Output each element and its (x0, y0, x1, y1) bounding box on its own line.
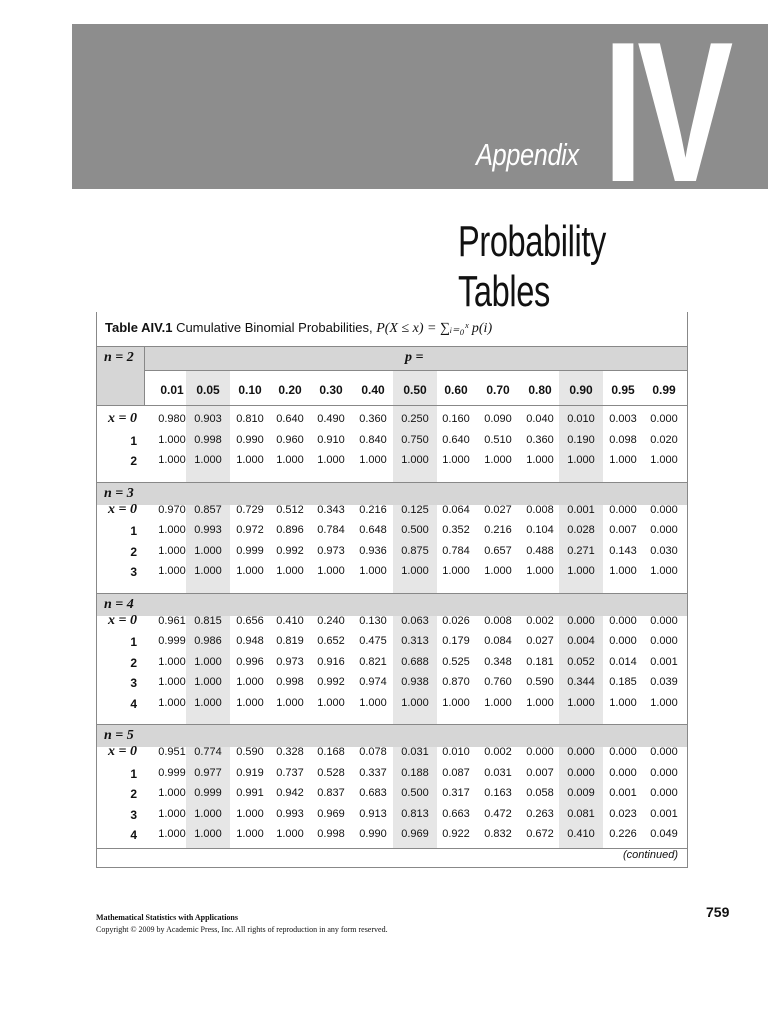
table-cell: 0.188 (401, 766, 429, 779)
table-caption-id: Table AIV.1 (105, 320, 173, 335)
table-cell: 0.991 (236, 787, 264, 799)
footer-book-title: Mathematical Statistics with Applications (96, 913, 238, 922)
table-cell: 0.263 (526, 807, 554, 820)
header-p-value: 0.01 (160, 383, 184, 397)
table-cell: 0.027 (526, 635, 554, 647)
table-cell: 0.640 (276, 413, 304, 425)
header-p-label: p = (405, 350, 424, 365)
table-cell: 0.973 (317, 544, 345, 557)
table-cell: 1.000 (236, 807, 264, 820)
table-cell: 0.810 (236, 413, 264, 425)
table-cell: 0.488 (526, 544, 554, 557)
row-x-label: x = 0 (108, 744, 137, 759)
table-cell: 0.974 (359, 676, 387, 688)
row-x-label: 2 (130, 787, 137, 801)
table-cell: 0.058 (526, 787, 554, 799)
row-x-label: 2 (130, 544, 137, 559)
table-cell: 0.000 (609, 614, 637, 627)
block-n-label: n = 4 (104, 596, 134, 612)
table-cell: 0.001 (650, 655, 678, 668)
table-cell: 0.160 (442, 413, 470, 425)
table-cell: 1.000 (158, 454, 186, 466)
table-cell: 0.240 (317, 614, 345, 627)
table-cell: 0.328 (276, 746, 304, 758)
table-cell: 1.000 (484, 454, 512, 466)
header-p-value: 0.20 (278, 383, 302, 397)
table-cell: 0.317 (442, 787, 470, 799)
table-cell: 0.049 (650, 828, 678, 840)
table-cell: 1.000 (236, 828, 264, 840)
table-cell: 1.000 (484, 696, 512, 709)
page-number: 759 (706, 904, 730, 920)
table-cell: 0.000 (650, 503, 678, 516)
row-x-label: x = 0 (108, 612, 137, 628)
table-cell: 0.000 (567, 614, 595, 627)
block-n-label: n = 3 (104, 485, 134, 501)
row-x-label: 3 (130, 565, 137, 579)
table-cell: 0.090 (484, 413, 512, 425)
table-cell: 0.977 (194, 766, 222, 779)
table-cell: 0.500 (401, 787, 429, 799)
table-cell: 0.001 (567, 503, 595, 516)
table-cell: 1.000 (158, 655, 186, 668)
table-cell: 1.000 (650, 696, 678, 709)
table-cell: 0.960 (276, 433, 304, 446)
table-cell: 0.815 (194, 614, 222, 627)
table-cell: 0.002 (484, 746, 512, 758)
table-cell: 0.510 (484, 433, 512, 446)
table-cell: 0.026 (442, 614, 470, 627)
table-cell: 0.992 (317, 676, 345, 688)
table-cell: 0.000 (609, 635, 637, 647)
table-cell: 0.360 (526, 433, 554, 446)
table-cell: 0.813 (401, 807, 429, 820)
header-p-value: 0.99 (652, 383, 676, 397)
table-cell: 0.023 (609, 807, 637, 820)
table-cell: 0.993 (276, 807, 304, 820)
table-cell: 0.648 (359, 524, 387, 536)
table-cell: 1.000 (484, 565, 512, 577)
block-n-label: n = 5 (104, 728, 134, 743)
table-cell: 0.760 (484, 676, 512, 688)
table-cell: 0.143 (609, 544, 637, 557)
table-cell: 1.000 (359, 454, 387, 466)
table-header-top (97, 346, 687, 371)
table-cell: 0.652 (317, 635, 345, 647)
table-cell: 0.000 (650, 787, 678, 799)
table-cell: 0.000 (650, 614, 678, 627)
table-cell: 0.993 (194, 524, 222, 536)
table-cell: 1.000 (158, 696, 186, 709)
table-cell: 0.528 (317, 766, 345, 779)
table-cell: 0.000 (650, 635, 678, 647)
table-cell: 0.973 (276, 655, 304, 668)
table-cell: 0.004 (567, 635, 595, 647)
table-cell: 0.028 (567, 524, 595, 536)
table-cell: 0.938 (401, 676, 429, 688)
table-cell: 1.000 (194, 807, 222, 820)
table-cell: 0.657 (484, 544, 512, 557)
table-cell: 1.000 (317, 454, 345, 466)
table-caption (105, 320, 492, 337)
table-cell: 1.000 (158, 433, 186, 446)
table-cell: 0.819 (276, 635, 304, 647)
table-cell: 1.000 (317, 696, 345, 709)
table-cell: 0.002 (526, 614, 554, 627)
table-cell: 1.000 (442, 454, 470, 466)
table-cell: 1.000 (567, 454, 595, 466)
table-cell: 0.750 (401, 433, 429, 446)
table-cell: 1.000 (359, 565, 387, 577)
table-cell: 1.000 (650, 565, 678, 577)
table-cell: 0.990 (359, 828, 387, 840)
table-cell: 0.063 (401, 614, 429, 627)
table-cell: 0.250 (401, 413, 429, 425)
block-header (97, 482, 687, 505)
table-cell: 1.000 (442, 696, 470, 709)
block-header (97, 593, 687, 616)
row-x-label: 3 (130, 676, 137, 690)
table-caption-formula: P(X ≤ x) = ∑ᵢ₌₀ˣ p(i) (376, 321, 493, 336)
row-x-label: 2 (130, 454, 137, 468)
table-cell: 0.337 (359, 766, 387, 779)
table-cell: 0.969 (401, 828, 429, 840)
table-cell: 0.348 (484, 655, 512, 668)
table-cell: 0.030 (650, 544, 678, 557)
table-cell: 1.000 (401, 454, 429, 466)
row-x-label: 1 (130, 524, 137, 538)
row-x-label: 2 (130, 655, 137, 670)
table-cell: 1.000 (401, 565, 429, 577)
table-cell: 0.031 (484, 766, 512, 779)
table-cell: 1.000 (158, 676, 186, 688)
table-cell: 0.352 (442, 524, 470, 536)
header-divider (144, 347, 145, 370)
table-cell: 0.821 (359, 655, 387, 668)
table-cell: 0.020 (650, 433, 678, 446)
table-cell: 0.216 (484, 524, 512, 536)
header-p-value: 0.30 (319, 383, 343, 397)
table-cell: 0.078 (359, 746, 387, 758)
table-cell: 0.000 (650, 746, 678, 758)
table-caption-text: Cumulative Binomial Probabilities, (176, 320, 373, 335)
table-cell: 0.410 (276, 614, 304, 627)
table-cell: 1.000 (158, 544, 186, 557)
table-cell: 0.999 (158, 766, 186, 779)
table-cell: 0.672 (526, 828, 554, 840)
table-cell: 1.000 (567, 696, 595, 709)
table-cell: 0.990 (236, 433, 264, 446)
table-cell: 0.216 (359, 503, 387, 516)
footer-copyright: Copyright © 2009 by Academic Press, Inc. All rights of reproduction in any form reserved. (96, 925, 388, 934)
table-cell: 0.998 (317, 828, 345, 840)
table-cell: 0.181 (526, 655, 554, 668)
table-cell: 1.000 (158, 828, 186, 840)
table-cell: 0.163 (484, 787, 512, 799)
table-cell: 1.000 (158, 807, 186, 820)
table-cell: 0.969 (317, 807, 345, 820)
table-cell: 0.087 (442, 766, 470, 779)
table-cell: 0.999 (194, 787, 222, 799)
table-cell: 1.000 (158, 565, 186, 577)
table-cell: 0.000 (567, 746, 595, 758)
table-cell: 1.000 (526, 696, 554, 709)
table-cell: 1.000 (194, 544, 222, 557)
table-cell: 0.998 (276, 676, 304, 688)
table-cell: 1.000 (609, 696, 637, 709)
table-cell: 0.683 (359, 787, 387, 799)
table-cell: 0.081 (567, 807, 595, 820)
table-cell: 1.000 (194, 454, 222, 466)
table-cell: 1.000 (567, 565, 595, 577)
table-cell: 1.000 (359, 696, 387, 709)
header-n-label: n = 2 (104, 350, 134, 365)
table-bottom-rule (97, 848, 687, 849)
table-cell: 0.001 (609, 787, 637, 799)
table-cell: 0.857 (194, 503, 222, 516)
row-x-label: 1 (130, 766, 137, 781)
header-divider (144, 370, 145, 405)
table-cell: 1.000 (276, 454, 304, 466)
table-cell: 0.007 (609, 524, 637, 536)
row-x-label: x = 0 (108, 411, 137, 426)
table-cell: 0.896 (276, 524, 304, 536)
table-cell: 0.000 (609, 766, 637, 779)
table-cell: 0.104 (526, 524, 554, 536)
header-p-value: 0.70 (486, 383, 510, 397)
row-x-label: x = 0 (108, 501, 137, 517)
table-cell: 0.130 (359, 614, 387, 627)
row-x-label: 4 (130, 696, 137, 711)
table-cell: 1.000 (158, 524, 186, 536)
table-cell: 0.948 (236, 635, 264, 647)
row-x-label: 1 (130, 433, 137, 448)
header-stub (97, 370, 144, 405)
header-p-value: 0.95 (611, 383, 635, 397)
table-cell: 0.344 (567, 676, 595, 688)
table-cell: 1.000 (526, 565, 554, 577)
table-cell: 0.688 (401, 655, 429, 668)
header-p-value: 0.80 (528, 383, 552, 397)
table-cell: 1.000 (158, 787, 186, 799)
table-cell: 0.512 (276, 503, 304, 516)
row-x-label: 4 (130, 828, 137, 842)
table-cell: 0.040 (526, 413, 554, 425)
table-cell: 0.590 (236, 746, 264, 758)
table-cell: 0.052 (567, 655, 595, 668)
row-x-label: 3 (130, 807, 137, 822)
table-cell: 1.000 (609, 454, 637, 466)
table-cell: 0.039 (650, 676, 678, 688)
appendix-label: Appendix (476, 137, 579, 172)
header-p-value: 0.90 (569, 383, 593, 397)
table-header-p-values (97, 370, 687, 406)
table-cell: 0.656 (236, 614, 264, 627)
table-cell: 0.980 (158, 413, 186, 425)
table-cell: 0.992 (276, 544, 304, 557)
table-cell: 1.000 (194, 655, 222, 668)
table-cell: 0.125 (401, 503, 429, 516)
table-cell: 0.737 (276, 766, 304, 779)
header-p-value: 0.50 (403, 383, 427, 397)
table-cell: 1.000 (194, 565, 222, 577)
table-cell: 0.870 (442, 676, 470, 688)
table-cell: 0.490 (317, 413, 345, 425)
table-cell: 0.313 (401, 635, 429, 647)
table-cell: 0.179 (442, 635, 470, 647)
table-cell: 0.919 (236, 766, 264, 779)
table-cell: 0.729 (236, 503, 264, 516)
table-cell: 0.500 (401, 524, 429, 536)
table-cell: 0.986 (194, 635, 222, 647)
header-p-value: 0.05 (196, 383, 220, 397)
table-cell: 0.913 (359, 807, 387, 820)
table-cell: 0.837 (317, 787, 345, 799)
table-cell: 0.001 (650, 807, 678, 820)
table-cell: 1.000 (236, 565, 264, 577)
table-cell: 0.031 (401, 746, 429, 758)
table-cell: 0.009 (567, 787, 595, 799)
table-cell: 0.942 (276, 787, 304, 799)
continued-note: (continued) (622, 849, 678, 861)
table-cell: 1.000 (194, 828, 222, 840)
table-cell: 0.922 (442, 828, 470, 840)
table-cell: 0.185 (609, 676, 637, 688)
page-title: Probability Tables (458, 217, 606, 316)
table-cell: 1.000 (442, 565, 470, 577)
table-cell: 0.936 (359, 544, 387, 557)
table-cell: 0.000 (650, 766, 678, 779)
table-cell: 0.010 (442, 746, 470, 758)
table-cell: 0.784 (317, 524, 345, 536)
appendix-number: IV (603, 1, 728, 224)
table-cell: 0.226 (609, 828, 637, 840)
table-cell: 0.190 (567, 433, 595, 446)
table-cell: 0.475 (359, 635, 387, 647)
header-p-value: 0.10 (238, 383, 262, 397)
header-p-value: 0.60 (444, 383, 468, 397)
table-cell: 0.014 (609, 655, 637, 668)
table-cell: 0.916 (317, 655, 345, 668)
table-cell: 1.000 (194, 676, 222, 688)
table-cell: 0.903 (194, 413, 222, 425)
table-cell: 0.832 (484, 828, 512, 840)
table-cell: 1.000 (650, 454, 678, 466)
table-cell: 0.840 (359, 433, 387, 446)
table-cell: 1.000 (194, 696, 222, 709)
block-header (97, 724, 687, 747)
table-cell: 0.008 (526, 503, 554, 516)
table-cell: 0.008 (484, 614, 512, 627)
table-cell: 0.084 (484, 635, 512, 647)
table-cell: 0.007 (526, 766, 554, 779)
table-cell: 0.027 (484, 503, 512, 516)
table-cell: 0.003 (609, 413, 637, 425)
table-cell: 0.525 (442, 655, 470, 668)
table-cell: 1.000 (401, 696, 429, 709)
table-cell: 0.000 (526, 746, 554, 758)
table-cell: 0.998 (194, 433, 222, 446)
table-cell: 0.774 (194, 746, 222, 758)
binomial-table (96, 312, 688, 868)
table-cell: 0.784 (442, 544, 470, 557)
table-cell: 0.000 (650, 524, 678, 536)
table-cell: 0.999 (236, 544, 264, 557)
table-cell: 0.910 (317, 433, 345, 446)
table-cell: 0.590 (526, 676, 554, 688)
table-cell: 0.640 (442, 433, 470, 446)
table-cell: 0.271 (567, 544, 595, 557)
table-cell: 0.000 (567, 766, 595, 779)
table-cell: 0.010 (567, 413, 595, 425)
table-cell: 1.000 (236, 696, 264, 709)
table-cell: 1.000 (276, 696, 304, 709)
table-cell: 1.000 (276, 565, 304, 577)
table-cell: 1.000 (236, 676, 264, 688)
table-cell: 0.972 (236, 524, 264, 536)
table-cell: 0.961 (158, 614, 186, 627)
table-cell: 1.000 (317, 565, 345, 577)
row-x-label: 1 (130, 635, 137, 649)
table-cell: 0.875 (401, 544, 429, 557)
table-cell: 0.996 (236, 655, 264, 668)
table-cell: 0.410 (567, 828, 595, 840)
table-cell: 0.000 (609, 746, 637, 758)
table-cell: 1.000 (526, 454, 554, 466)
table-cell: 0.000 (609, 503, 637, 516)
table-cell: 0.663 (442, 807, 470, 820)
table-cell: 0.999 (158, 635, 186, 647)
table-cell: 0.472 (484, 807, 512, 820)
table-cell: 0.168 (317, 746, 345, 758)
table-cell: 0.360 (359, 413, 387, 425)
table-cell: 0.064 (442, 503, 470, 516)
table-cell: 1.000 (609, 565, 637, 577)
table-cell: 1.000 (236, 454, 264, 466)
table-cell: 0.098 (609, 433, 637, 446)
table-cell: 1.000 (276, 828, 304, 840)
table-cell: 0.951 (158, 746, 186, 758)
table-cell: 0.000 (650, 413, 678, 425)
table-cell: 0.970 (158, 503, 186, 516)
header-p-value: 0.40 (361, 383, 385, 397)
table-cell: 0.343 (317, 503, 345, 516)
